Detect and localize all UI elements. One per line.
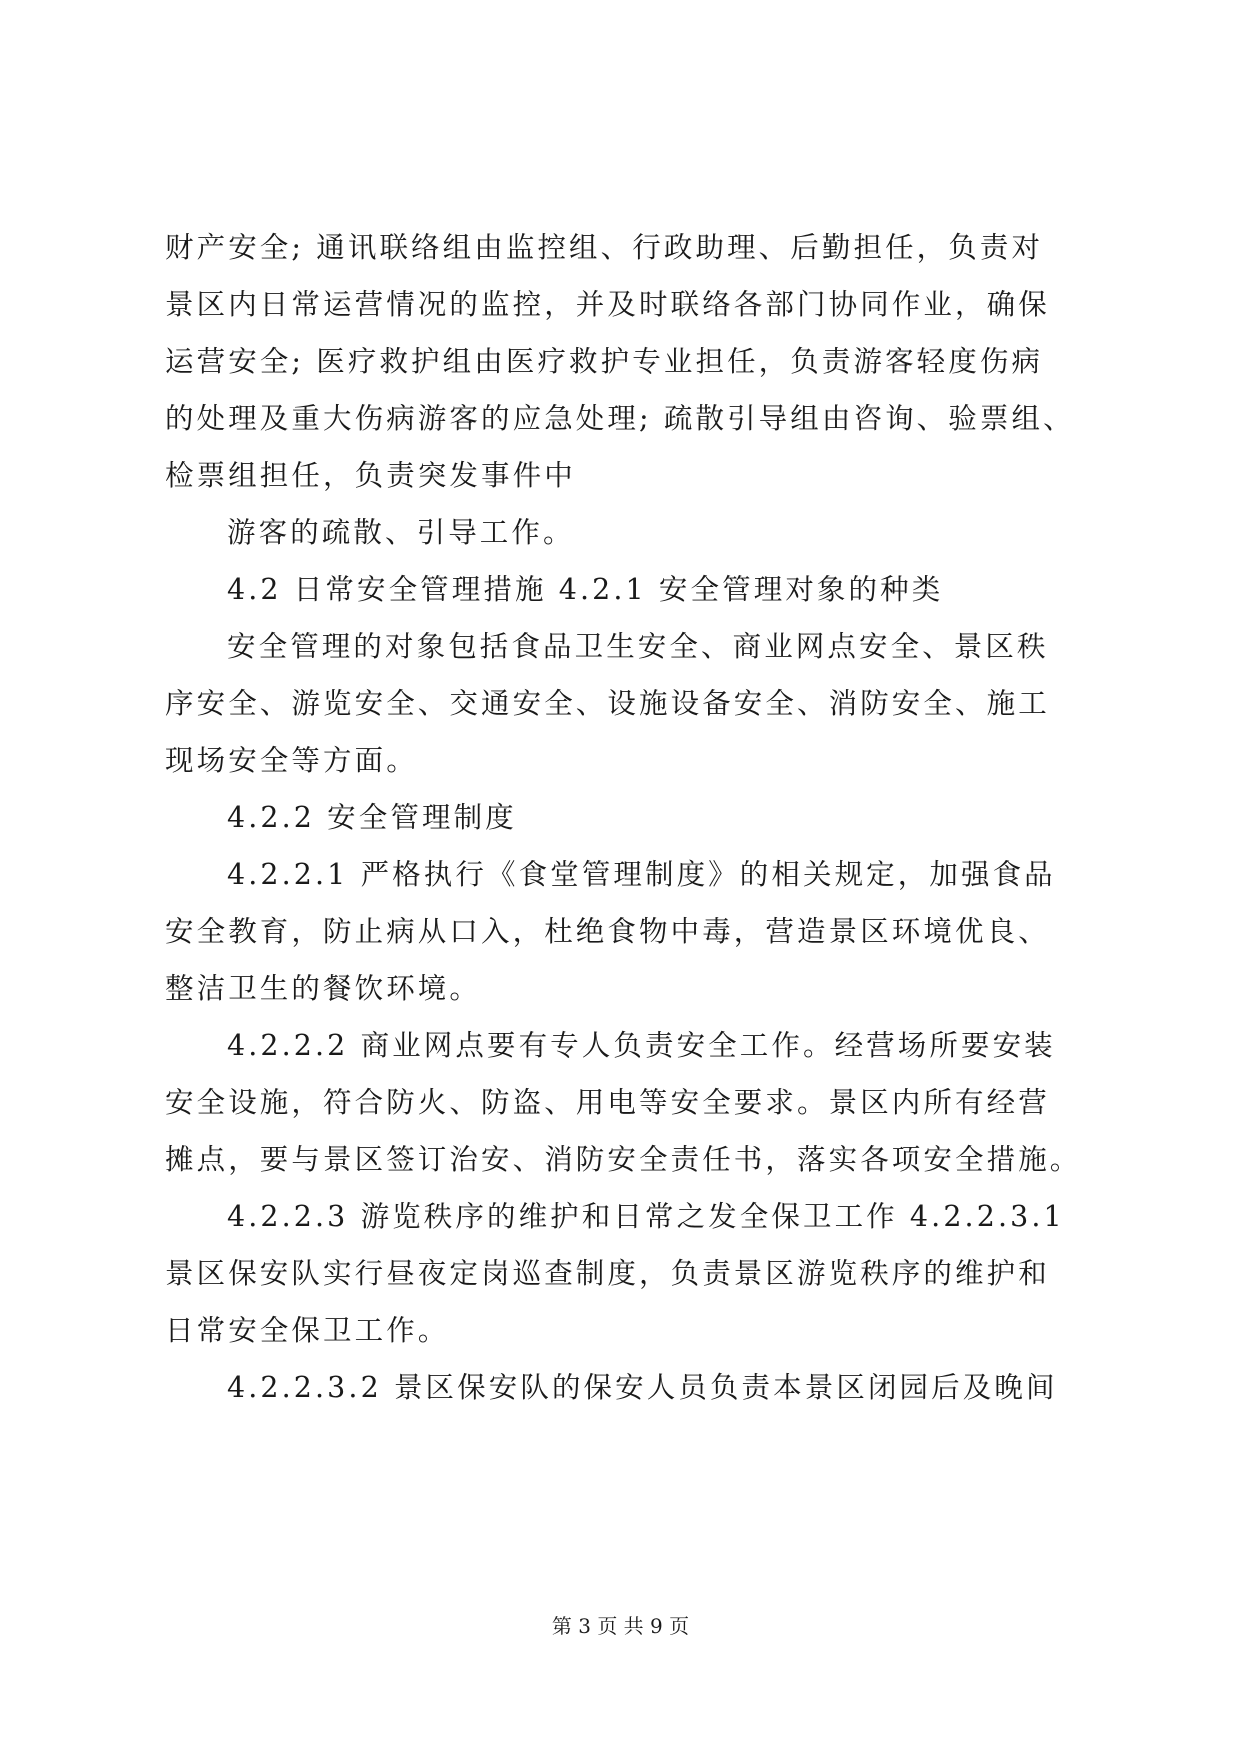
text-line: 运营安全; 医疗救护组由医疗救护专业担任，负责游客轻度伤病 [165,345,1044,378]
section-heading: 4.2 日常安全管理措施 4.2.1 安全管理对象的种类 [227,573,944,606]
text-line: 景区保安队实行昼夜定岗巡查制度，负责景区游览秩序的维护和 [165,1257,1050,1290]
text-line: 游客的疏散、引导工作。 [227,516,575,549]
text-line: 安全设施，符合防火、防盗、用电等安全要求。景区内所有经营 [165,1086,1050,1119]
text-line: 整洁卫生的餐饮环境。 [165,972,482,1005]
text-line: 4.2.2.1 严格执行《食堂管理制度》的相关规定，加强食品 [227,858,1056,891]
text-line: 4.2.2.2 商业网点要有专人负责安全工作。经营场所要安装 [227,1029,1056,1062]
text-line: 的处理及重大伤病游客的应急处理; 疏散引导组由咨询、验票组、 [165,402,1075,435]
text-line: 检票组担任，负责突发事件中 [165,459,576,492]
text-line: 序安全、游览安全、交通安全、设施设备安全、消防安全、施工 [165,687,1050,720]
section-heading: 4.2.2 安全管理制度 [227,801,517,834]
text-line: 安全教育，防止病从口入，杜绝食物中毒，营造景区环境优良、 [165,915,1050,948]
text-line: 景区内日常运营情况的监控，并及时联络各部门协同作业，确保 [165,288,1050,321]
page-number-footer: 第 3 页 共 9 页 [551,1614,690,1638]
text-line: 4.2.2.3.2 景区保安队的保安人员负责本景区闭园后及晚间 [227,1371,1058,1404]
text-line: 现场安全等方面。 [165,744,418,777]
text-line: 财产安全; 通讯联络组由监控组、行政助理、后勤担任，负责对 [165,231,1044,264]
text-line: 4.2.2.3 游览秩序的维护和日常之发全保卫工作 4.2.2.3.1 [227,1200,1065,1233]
text-line: 安全管理的对象包括食品卫生安全、商业网点安全、景区秩 [227,630,1049,663]
text-line: 日常安全保卫工作。 [165,1314,450,1347]
text-line: 摊点，要与景区签订治安、消防安全责任书，落实各项安全措施。 [165,1143,1082,1176]
